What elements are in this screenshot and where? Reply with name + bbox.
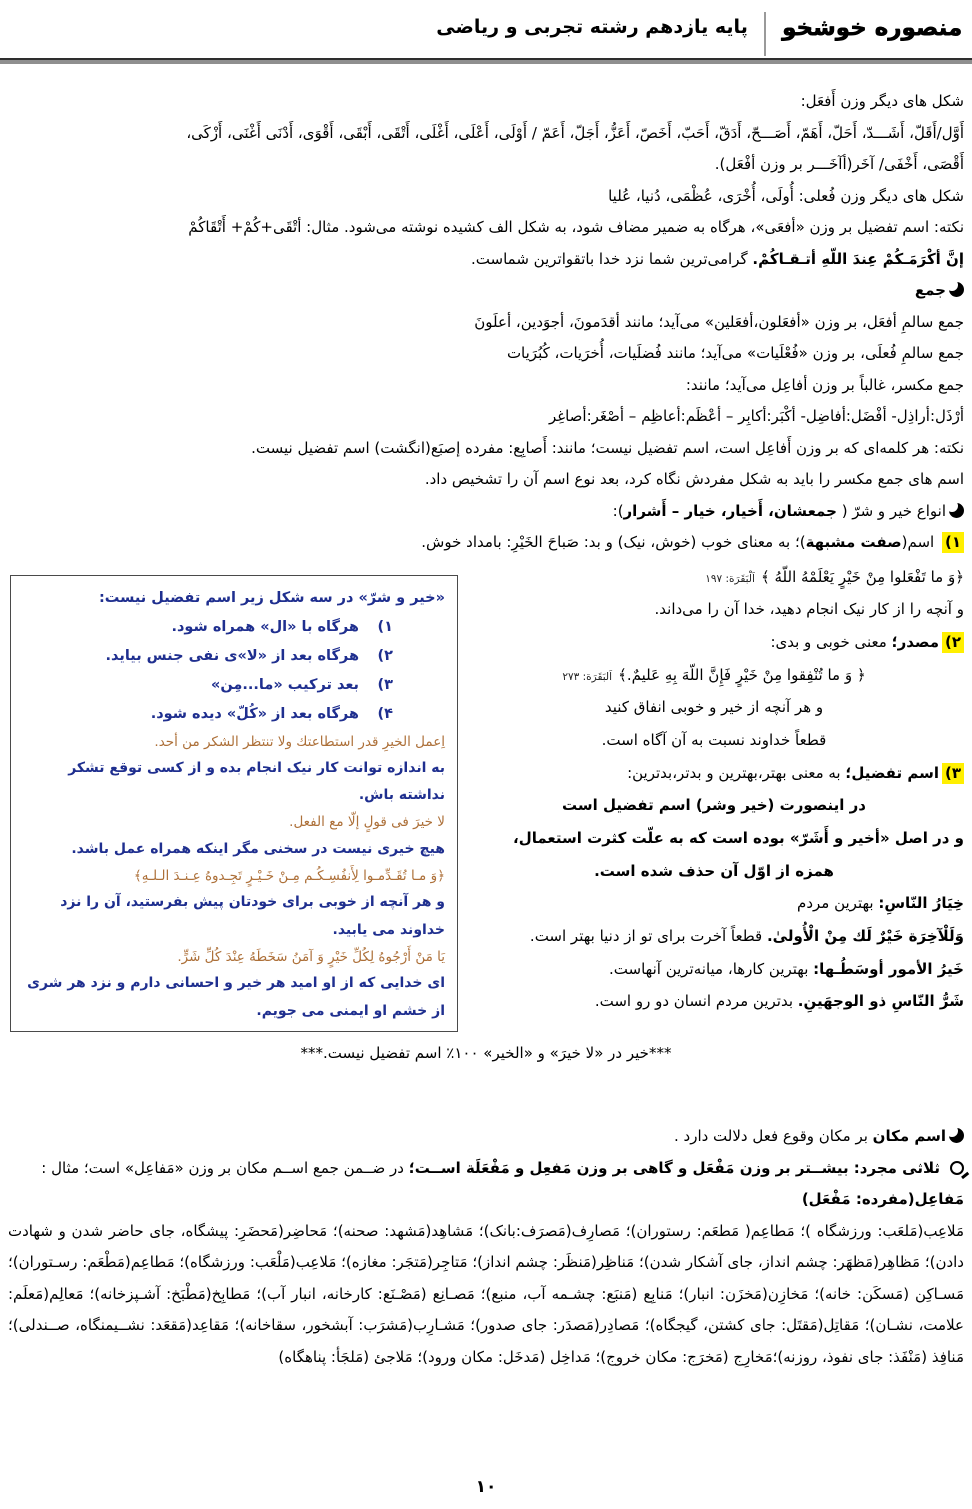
afal-example-translation: گرامی‌ترین شما نزد خدا باتقواترین شماست.	[471, 249, 753, 268]
item3-line3: همزه از اوّل آن حذف شده است.	[594, 861, 834, 880]
afal-heading: شکل های دیگر وزن أَفعَل:	[800, 92, 964, 110]
box-rule-2	[23, 642, 445, 671]
afal-note: نکته: اسم تفضیل بر وزن «أفعَی»، هرگاه به ضمیر مضاف شود، به شکل الف کشیده نوشته می‌شود. مثال: أتْقَی+کُمْ+ أَتْقَاکُمْ	[188, 218, 964, 236]
publisher-logo: منصوره خوشخو	[781, 15, 962, 41]
khayr-section-title	[8, 496, 964, 528]
khayr-title-pre: انواع خیر و شرّ (	[836, 501, 946, 520]
item3-line1: در اینصورت (خیر وشر) اسم تفضیل است	[562, 796, 866, 815]
box-quote-3-fa: و هر آنچه از خوبی برای خودتان پیش بفرستید، آن را نزد خداوند می یابید.	[60, 894, 445, 938]
makan-section-title	[8, 1121, 964, 1153]
example4-arabic: شَرُّ النّاسِ ذو الوجهَینِ.	[797, 992, 964, 1011]
box-rule-2-number: ۲)	[377, 647, 393, 664]
item3-number-highlight: ۳)	[942, 763, 964, 784]
khayr-example-1	[464, 887, 964, 920]
box-quote-4-fa: ای خدایی که از او امید هر خیر و احسانی دارم و نزد هر شری از خشم او ایمنی می جویم.	[27, 975, 445, 1019]
example2-fa: قطعاً آخرت برای تو از دنیا بهتر است.	[529, 927, 767, 946]
afal-forms-line1: أَوَّل/أَقَلّ، أَشَـــدّ، أَحَلّ، أَهَمّ، أَصَـــحّ، أَدَقّ، أَحَبّ، أَخَصّ، أَعَزُّ، أَجَلّ، أَعَمّ / أَوْلَی، أَعْلَی، أَغْلَی، أَتْقَی، أَبْقَی، أَقْوَی، أَدْنَی أَغْنَی، أَزْکَی،	[186, 123, 964, 142]
example3-fa: بهترین کارها، میانه‌ترین آنهاست.	[609, 959, 814, 978]
verse1-line	[464, 561, 964, 594]
jam-section-title	[8, 275, 964, 307]
box-rule-4-number: ۴)	[377, 705, 393, 722]
box-quote-4-arabic: یَا مَنْ أَرْجُوهُ لِکُلِّ خَیْرٍ وَ آمَنُ سَخَطَهُ عِنْدَ کُلِّ شَرٍّ.	[177, 948, 445, 965]
verse2-translation-1: و هر آنچه از خیر و خوبی انفاق کنید	[604, 698, 824, 717]
item1-number-highlight: ۱)	[942, 532, 964, 553]
box-rule-4	[23, 700, 445, 729]
item1-post: )؛ به معنای خوب (خوش، نیک) و بد: صَباحَ الخَیْرِ: بامداد خوش.	[421, 533, 806, 551]
box-quote-1-fa: به اندازه توانت کار نیک انجام بده و از کسی توقع تشکر نداشته باش.	[68, 759, 445, 804]
example4-fa: بدترین مردم انسان دو رو است.	[594, 992, 798, 1011]
afal-forms-line2: أَقْصَی، أَخْفَی/ آخَر(أآخَـــر بر وزن أفْعَل).	[714, 155, 964, 173]
item2-text: معنی خوبی و بدی:	[770, 632, 892, 651]
verse2-text: ﴿ وَ ما تُنْفِقوا مِنْ خَیْرٍ فَإِنَّ اللّهَ بِهِ عَلیمٌ.﴾	[618, 665, 866, 684]
khayr-rules-box	[10, 575, 458, 1032]
khayr-title-bold: جمعشان، أَخیار، خیار – أَشرار	[623, 501, 837, 520]
example3-arabic: خَیرُ الأمور أوسَطُـها:	[813, 959, 964, 978]
box-title: «خیر و شرّ» در سه شکل زیر اسم تفضیل نیست:	[98, 589, 445, 606]
example1-fa: بهترین مردم	[797, 894, 879, 913]
khayr-two-column-zone	[8, 561, 964, 1032]
khayr-item3	[464, 757, 964, 790]
afal-example-arabic: إنَّ أکْرَمَـکُمْ عِندَ اللّهِ أتـقـاکُمْ.	[752, 249, 964, 268]
jam-note2: اسم های جمع مکسر را باید به شکل مفردش نگاه کرد، بعد نوع اسم آن را تشخیص داد.	[424, 470, 964, 488]
verse1-translation: و آنچه را از کار نیک انجام دهید، خدا آن را می‌داند.	[654, 600, 964, 619]
solasi-rest: در ضــمن جمع اســم مکان بر وزن «مَفاعِل» است؛ مثال :	[41, 1158, 409, 1177]
box-rule-4-text: هرگاه بعد از «کُلّ» دیده شود.	[150, 705, 359, 722]
item2-bold: مصدر؛	[891, 632, 939, 651]
page-header	[0, 0, 972, 56]
jam-mokassar: جمع مکسر، غالباً بر وزن أفاعِل می‌آید؛ مانند:	[685, 375, 964, 394]
khayr-example-2	[464, 920, 964, 953]
page-content	[0, 64, 972, 1373]
page-number: ۱۰	[475, 1477, 497, 1497]
box-rule-3	[23, 671, 445, 700]
box-quote-3-arabic: ﴿وَ مـا تُقَـدِّمـوا لِأَنفُسِـکُـم مِـنْ خَـیْـرٍ تَجِـدوهُ عِـنـدَ الـلـهِ﴾	[133, 868, 445, 885]
khayr-item2	[464, 626, 964, 659]
item2-number-highlight: ۲)	[942, 632, 964, 653]
solasi-bold: ثلاثی مجرد: بیشــتر بر وزن مَفْعَل و گاهی بر وزن مَفعِل و مَفْعَلَة اســت؛	[408, 1158, 940, 1177]
item1-bold: صفت مشبهة	[805, 533, 902, 551]
jam-salem-fola: جمع سالمِ فُعلَی، بر وزن «فُعْلَیات» می‌آید؛ مانند فُضلَیات، أُخرَیات، کُبُرَیات	[506, 344, 964, 362]
afal-example	[8, 244, 964, 276]
khayr-footnote: ***خیر در «لا خیرَ» و «الخیر» ۱۰۰٪ اسم تفضیل نیست.***	[300, 1043, 672, 1062]
example1-arabic: خِیَارُ النّاسِ:	[878, 894, 964, 913]
box-quote-2-fa: هیچ خیری نیست در سخنی مگر اینکه همراه عمل باشد.	[71, 840, 445, 857]
box-quote-1-arabic: اِعمل الخیرِ قدر استطاعتك ولا تنتظر الشكر من أحد.	[154, 733, 445, 750]
fola-heading: شکل های دیگر وزن فُعلی: أُولَی، أُخْرَی، عُظْمَی، دُنیا، عُلیا	[608, 186, 964, 205]
item1-pre: اسم(	[901, 533, 939, 551]
example2-arabic: وَلَلْآخِرَة خَیْرٌ لَك مِنْ الْأُولیٰ.	[766, 927, 964, 946]
item3-line2: و در اصل «أخیر و أَشَرّ» بوده است که به علّت کثرت استعمال،	[513, 829, 964, 847]
section-gap	[8, 1099, 964, 1121]
header-divider	[764, 12, 766, 56]
item3-text: به معنی بهتر،بهترین و بدتر،بدترین:	[627, 763, 846, 782]
makan-title-bold: اسم مکان	[872, 1127, 946, 1146]
jam-note: نکته: هر کلمه‌ای که بر وزن أَفاعِل است، اسم تفضیل نیست؛ مانند: أَصابِع: مفرده إصبَع(انگشت) اسم تفضیل نیست.	[251, 438, 964, 457]
box-quote-2-arabic: لا خیرَ فی قولٍ إلّا مع الفعل.	[289, 814, 445, 831]
verse1-reference: اَلْبَقَرَة: ۱۹۷	[705, 572, 755, 585]
solasi-line	[8, 1153, 964, 1185]
verse1-text: ﴿وَ ما تَفْعَلوا مِنْ خَیْرٍ یَعْلَمْهُ اللّهُ ﴾	[760, 567, 964, 586]
crescent-bullet-icon	[949, 503, 964, 518]
makan-title-rest: بر مکان وقوع فعل دلالت دارد .	[673, 1127, 873, 1146]
box-rule-3-text: بعد ترکیب «ما...مِن»	[211, 676, 359, 693]
verse2-translation-2: قطعاً خداوند نسبت به آن آگاه است.	[601, 730, 827, 749]
item3-bold: اسم تفضیل؛	[845, 763, 939, 782]
khayr-title-post: ):	[612, 501, 624, 520]
magnifier-icon	[950, 1161, 964, 1175]
khayr-example-4	[464, 985, 964, 1018]
box-rule-2-text: هرگاه بعد از «لا»ی نفی جنس بیاید.	[105, 647, 359, 664]
makan-examples-paragraph: مَلاعِب(مَلعَب: ورزشگاه )؛ مَطاعِم( مَطعَم: رستوران)؛ مَصارِف(مَصرَف:بانک)؛ مَشاهِد(مَشهد: صحنه)؛ مَحاضِر(مَحضَرِ: پیشگاه، جای حاضر شدن و شهادت دادن)؛ مَظاهِر(مَظهَر: چشم انداز، جای آشکار شدن)؛ مَناظِر(مَنظَر: چشم انداز)؛ مَتاجِر(مَتجَر: مغازه)؛ مَلاعِب(مَلْعَب: ورزشگاه)؛ مَطاعِم(مَطْعَم: رسـتوران)؛ مَسـاکِن (مَسکَن: خانه)؛ مَخازِن(مَخزَن: انبار)؛ مَنابِع (مَنبَع: چشـمه آب، منبع)؛ مَصـانِع (مَصْـنَع: کارخانه، انبار آب)؛ مَطابِخ(مَطْبَخ: آشـپزخانه)؛ مَعالِم(مَعلَم: علامت، نشـان)؛ مَقاتِل(مَقتَل: جای کشتن، گیجگاه)؛ مَصادِر(مَصدَر: جای صدور)؛ مَشـارِب(مَشرَب: آبشخور، سقاخانه)؛ مَقاعِد(مَقعَد: نشــیمنگاه، صــندلی)؛ مَنافِذ (مَنْفَذ: جای نفوذ، روزنه)؛مَخارِج (مَخرَج: مکان خروج)؛ مَداخِل (مَدخَل: مکان ورود)؛ مَلاجئ (مَلجَأ: پناهگاه)	[8, 1221, 964, 1366]
jam-mokassar-examples: أرْذَل:أراذِل- أفْضَل:أفاضِل- أکْبَر:أکابِر – أعْظَم:أعاظِم – أصْغَر:أصاغِر	[548, 407, 964, 425]
box-rule-1-text: هرگاه با «ال» همراه شود.	[171, 618, 359, 635]
khayr-main-column	[464, 561, 964, 1019]
verse2-reference: اَلبَقَرَة: ۲۷۳	[562, 670, 613, 683]
mafael-heading: مَفاعِل(مفرده: مَفْعَل)	[801, 1190, 964, 1209]
box-rule-1	[23, 613, 445, 642]
jam-salem-afal: جمع سالمِ أفعَل، بر وزن «أفعَلون،أفعَلین» می‌آید؛ مانند أقدَمونَ، أجوَدین، أعلَونَ	[474, 312, 964, 331]
box-rule-1-number: ۱)	[377, 618, 393, 635]
verse2-line	[464, 659, 964, 692]
khayr-example-3	[464, 953, 964, 986]
box-rule-3-number: ۳)	[377, 676, 393, 693]
khayr-item1	[8, 527, 964, 559]
crescent-bullet-icon	[949, 1128, 964, 1143]
crescent-bullet-icon	[949, 282, 964, 297]
header-title: پایه یازدهم رشته تجربی و ریاضی	[436, 16, 748, 38]
jam-title-label: جمع	[914, 281, 946, 299]
